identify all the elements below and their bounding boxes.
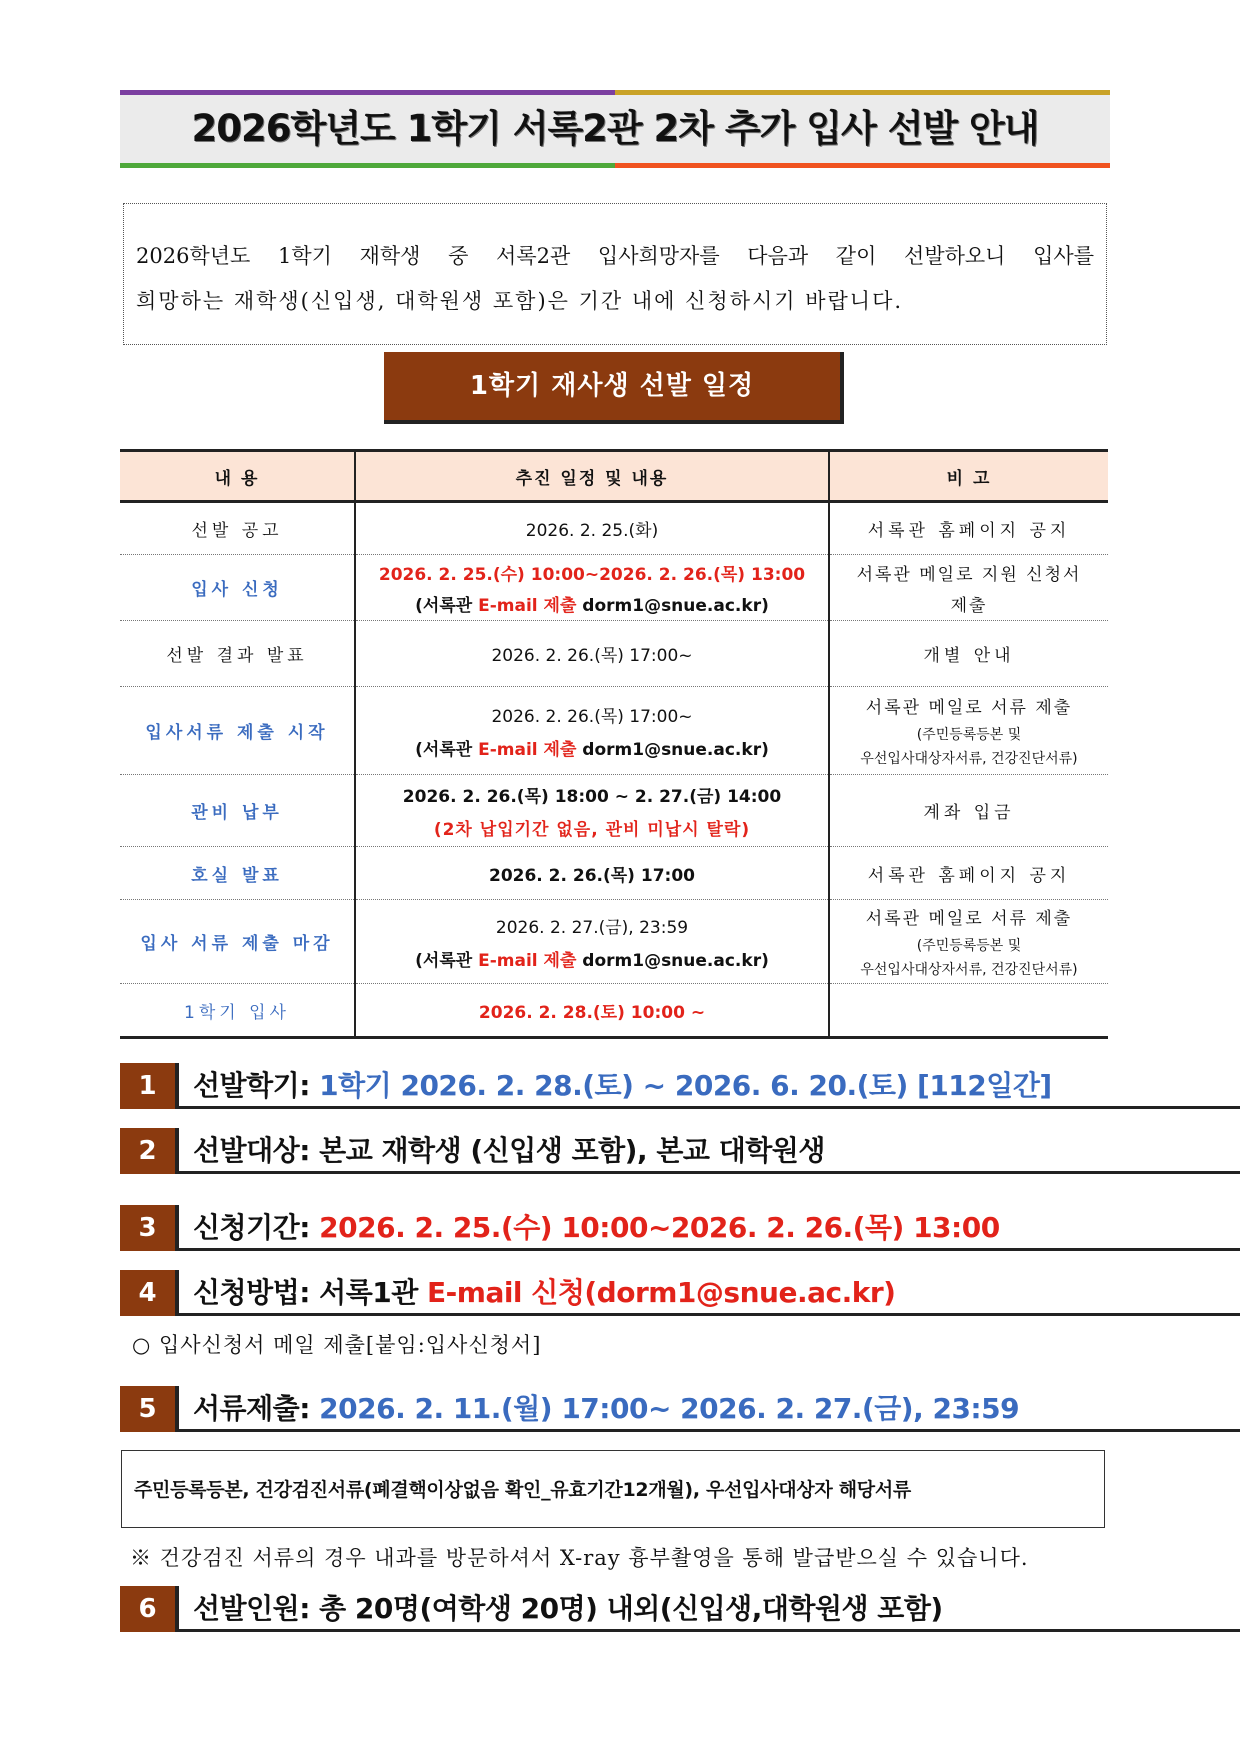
- email-address: dorm1@snue.ac.kr): [576, 950, 769, 971]
- row-note-cell: [829, 900, 1108, 984]
- section-key: 선발인원:: [193, 1592, 320, 1625]
- section-divider: [175, 1270, 179, 1316]
- intro-box: [123, 203, 1107, 345]
- section-value: 1학기 2026. 2. 28.(토) ~ 2026. 6. 20.(토) [112일간]: [319, 1069, 1052, 1102]
- section-key: 신청기간:: [193, 1211, 320, 1244]
- section-number: 1: [120, 1063, 175, 1109]
- section-divider: [175, 1205, 179, 1251]
- header-schedule: 추진 일정 및 내용: [355, 451, 829, 502]
- row-date-cell: [355, 555, 829, 621]
- intro-word: 중: [448, 244, 469, 268]
- email-address: dorm1@snue.ac.kr): [576, 739, 769, 760]
- row-note: 서록관 홈페이지 공지: [829, 502, 1108, 555]
- title-bottom-bar: [120, 163, 1110, 168]
- header-remarks: 비 고: [829, 451, 1108, 502]
- row-date-cell: [355, 687, 829, 775]
- row-date: 2026. 2. 25.(수) 10:00~2026. 2. 26.(목) 13:00: [378, 564, 806, 585]
- row-note: 개별 안내: [829, 621, 1108, 687]
- section-underline: [179, 1313, 1240, 1316]
- xray-note: ※ 건강검진 서류의 경우 내과를 방문하셔서 X-ray 흉부촬영을 통해 발급받으실 수 있습니다.: [130, 1546, 1029, 1570]
- section-value: 본교 재학생 (신입생 포함), 본교 대학원생: [319, 1134, 825, 1167]
- row-note-cell: [829, 555, 1108, 621]
- intro-line-2: 희망하는 재학생(신입생, 대학원생 포함)은 기간 내에 신청하시기 바랍니다.: [136, 289, 904, 313]
- row-note: [829, 984, 1108, 1038]
- apply-note: ○ 입사신청서 메일 제출[붙임:입사신청서]: [132, 1333, 542, 1357]
- section-number: 5: [120, 1386, 175, 1432]
- section-underline: [179, 1248, 1240, 1251]
- page-title: 2026학년도 1학기 서록2관 2차 추가 입사 선발 안내: [191, 107, 1039, 150]
- table-row: [120, 502, 1108, 555]
- row-note: 계좌 입금: [829, 775, 1108, 847]
- section-value: 서록1관: [319, 1276, 428, 1309]
- row-label: 선발 공고: [120, 502, 355, 555]
- section-key: 서류제출:: [193, 1392, 320, 1425]
- row-label: 관비 납부: [120, 775, 355, 847]
- table-row: [120, 555, 1108, 621]
- row-date: 2026. 2. 26.(목) 17:00~: [491, 706, 693, 727]
- row-date: 2026. 2. 25.(화): [355, 502, 829, 555]
- email-submit-text: E-mail 제출: [478, 595, 577, 616]
- intro-word: 1학기: [277, 244, 332, 268]
- row-label: 1학기 입사: [120, 984, 355, 1038]
- section-text: [193, 1205, 1000, 1251]
- email-address: dorm1@snue.ac.kr): [576, 595, 769, 616]
- row-date-cell: [355, 900, 829, 984]
- table-row: [120, 847, 1108, 900]
- section-value: 2026. 2. 11.(월) 17:00~ 2026. 2. 27.(금), 23:59: [319, 1392, 1020, 1425]
- schedule-title: 1학기 재사생 선발 일정: [384, 352, 844, 424]
- row-warning: (2차 납입기간 없음, 관비 미납시 탈락): [433, 819, 751, 840]
- section-value: 2026. 2. 25.(수) 10:00~2026. 2. 26.(목) 13:00: [319, 1211, 1000, 1244]
- intro-word: 입사희망자를: [597, 244, 720, 268]
- intro-word: 같이: [835, 244, 877, 268]
- row-date: 2026. 2. 28.(토) 10:00 ~: [355, 984, 829, 1038]
- title-banner: [120, 90, 1110, 168]
- table-row: [120, 775, 1108, 847]
- row-note: 서록관 홈페이지 공지: [829, 847, 1108, 900]
- section-text: [193, 1586, 943, 1632]
- row-date: 2026. 2. 26.(목) 17:00~: [355, 621, 829, 687]
- section-value-email: E-mail 신청(dorm1@snue.ac.kr): [427, 1276, 896, 1309]
- email-prefix: (서록관: [415, 595, 479, 616]
- intro-word: 서록2관: [496, 244, 571, 268]
- row-note-cell: [829, 687, 1108, 775]
- intro-word: 입사를: [1033, 244, 1094, 268]
- row-date: 2026. 2. 27.(금), 23:59: [495, 917, 689, 938]
- intro-word: 다음과: [747, 244, 809, 268]
- row-date-cell: [355, 775, 829, 847]
- row-note: 제출: [950, 595, 988, 616]
- schedule-table: [120, 449, 1108, 1039]
- section-divider: [175, 1586, 179, 1632]
- section-key: 신청방법:: [193, 1276, 320, 1309]
- table-row: [120, 621, 1108, 687]
- table-header-row: [120, 451, 1108, 502]
- section-text: [193, 1063, 1052, 1109]
- row-email-line: [360, 946, 824, 971]
- row-label: 호실 발표: [120, 847, 355, 900]
- intro-word: 재학생: [359, 244, 421, 268]
- email-submit-text: E-mail 제출: [478, 950, 577, 971]
- row-note: 서록관 메일로 서류 제출: [865, 909, 1073, 929]
- section-text: [193, 1386, 1019, 1432]
- section-text: [193, 1270, 895, 1316]
- section-underline: [179, 1171, 1240, 1174]
- required-documents-box: 주민등록등본, 건강검진서류(폐결핵이상없음 확인_유효기간12개월), 우선입사대상자 해당서류: [121, 1450, 1105, 1528]
- row-email-line: [360, 591, 824, 616]
- intro-word: 선발하오니: [904, 244, 1006, 268]
- table-row: [120, 984, 1108, 1038]
- section-key: 선발대상:: [193, 1134, 320, 1167]
- row-note: (주민등록등본 및: [916, 938, 1022, 954]
- section-number: 4: [120, 1270, 175, 1316]
- section-divider: [175, 1063, 179, 1109]
- section-divider: [175, 1386, 179, 1432]
- row-email-line: [360, 735, 824, 760]
- section-underline: [179, 1629, 1240, 1632]
- row-note: 우선입사대상자서류, 건강진단서류): [860, 962, 1078, 978]
- section-underline: [179, 1106, 1240, 1109]
- section-number: 6: [120, 1586, 175, 1632]
- section-divider: [175, 1128, 179, 1174]
- intro-line-1: [136, 234, 1094, 279]
- row-note: 서록관 메일로 서류 제출: [865, 698, 1073, 718]
- section-key: 선발학기:: [193, 1069, 320, 1102]
- section-text: [193, 1128, 825, 1174]
- header-content: 내 용: [120, 451, 355, 502]
- row-label: 선발 결과 발표: [120, 621, 355, 687]
- section-value: 총 20명(여학생 20명) 내외(신입생,대학원생 포함): [319, 1592, 943, 1625]
- section-number: 2: [120, 1128, 175, 1174]
- email-submit-text: E-mail 제출: [478, 739, 577, 760]
- row-note: 우선입사대상자서류, 건강진단서류): [860, 751, 1078, 767]
- email-prefix: (서록관: [415, 739, 479, 760]
- section-underline: [179, 1429, 1240, 1432]
- intro-word: 2026학년도: [136, 244, 251, 268]
- table-row: [120, 687, 1108, 775]
- row-label: 입사 서류 제출 마감: [120, 900, 355, 984]
- row-label: 입사서류 제출 시작: [120, 687, 355, 775]
- row-date: 2026. 2. 26.(목) 17:00: [355, 847, 829, 900]
- section-number: 3: [120, 1205, 175, 1251]
- email-prefix: (서록관: [415, 950, 479, 971]
- row-note: (주민등록등본 및: [916, 727, 1022, 743]
- row-label: 입사 신청: [120, 555, 355, 621]
- table-row: [120, 900, 1108, 984]
- row-date: 2026. 2. 26.(목) 18:00 ~ 2. 27.(금) 14:00: [402, 786, 782, 807]
- row-note: 서록관 메일로 지원 신청서: [856, 564, 1082, 585]
